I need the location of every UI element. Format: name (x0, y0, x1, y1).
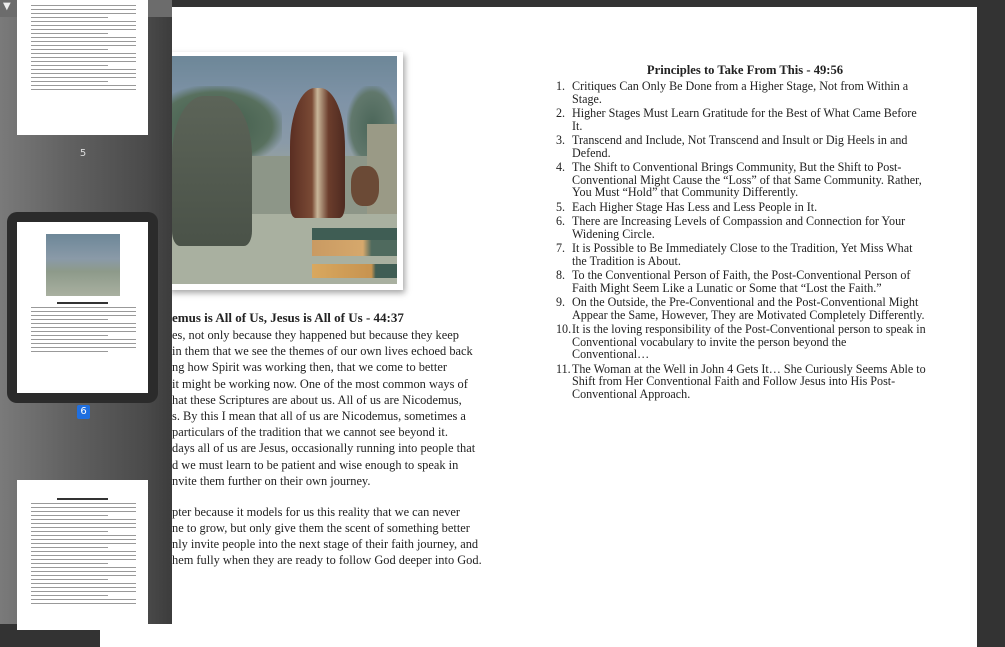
thumbnail-text-line (31, 575, 136, 577)
thumbnail-text-line (31, 347, 136, 349)
thumbnail-heading-line (57, 498, 108, 500)
principle-item (556, 161, 926, 199)
thumbnail-text-line (31, 25, 136, 27)
item-number: 5. (556, 199, 566, 214)
thumbnail-text-line (31, 507, 136, 509)
thumbnail-text-line (31, 559, 136, 561)
thumbnail-text-line (31, 591, 136, 593)
text-line: es, not only because they happened but because they keep (172, 328, 459, 342)
item-number: 10. (556, 322, 572, 336)
principle-item (556, 323, 926, 361)
item-number: 2. (556, 106, 566, 120)
painting-image (168, 52, 403, 290)
thumbnail-text-line (31, 61, 136, 63)
page-thumbnail-5[interactable] (17, 0, 148, 135)
thumbnail-text-line (31, 33, 108, 35)
thumbnail-text-line (31, 81, 108, 83)
thumbnail-text-line (31, 331, 136, 333)
item-text: Higher Stages Must Learn Gratitude for the Best of What Came Before It. (572, 106, 917, 133)
item-text: The Shift to Conventional Brings Community, But the Shift to Post-Conventional Might Cause the “Loss” of that Same Community. Rather, You Must “Hold” that Community Differently. (572, 160, 922, 200)
thumbnail-text-line (31, 503, 136, 505)
principles-list (556, 80, 926, 401)
text-line: nvite them further on their own journey. (172, 473, 371, 488)
item-text: There are Increasing Levels of Compassion and Connection for Your Widening Circle. (572, 214, 906, 241)
item-text: Each Higher Stage Has Less and Less People in It. (572, 199, 818, 214)
item-number: 1. (556, 79, 566, 93)
item-number: 7. (556, 241, 566, 255)
text-line: pter because it models for us this reality that we can never (172, 504, 460, 519)
text-line: hat these Scriptures are about us. All of us are Nicodemus, (172, 392, 462, 407)
principle-item (556, 242, 926, 267)
thumbnail-text-line (31, 29, 136, 31)
principle-item (556, 269, 926, 294)
thumbnail-text-line (31, 57, 136, 59)
principle-item (556, 107, 926, 132)
principle-item (556, 215, 926, 240)
thumbnail-text-line (31, 567, 136, 569)
paragraph-2 (172, 504, 482, 569)
thumbnail-text-line (31, 315, 136, 317)
thumbnail-text-line (31, 323, 136, 325)
thumbnail-text-line (31, 547, 108, 549)
thumbnail-text-line (31, 89, 136, 91)
thumbnail-text-line (31, 595, 108, 597)
item-text: The Woman at the Well in John 4 Gets It… She Curiously Seems Able to Shift from Her Conventional Faith and Follow Jesus into His Post-Conventional Approach. (572, 361, 926, 402)
principle-item (556, 134, 926, 159)
thumbnail-text-line (31, 53, 136, 55)
thumbnail-text-line (31, 335, 108, 337)
thumbnail-text-line (31, 583, 136, 585)
thumbnail-text-line (31, 519, 136, 521)
thumbnail-text-line (31, 343, 136, 345)
thumbnail-text-line (31, 45, 136, 47)
thumbnail-image (46, 234, 120, 296)
thumbnail-text-line (31, 339, 136, 341)
principle-item (556, 363, 926, 401)
item-text: On the Outside, the Pre-Conventional and the Post-Conventional Might Appear the Same, However, They are Motivated Completely Differently. (572, 295, 925, 322)
thumbnail-text-line (31, 351, 108, 353)
item-number: 6. (556, 214, 566, 228)
thumbnail-text-line (31, 319, 108, 321)
item-text: Transcend and Include, Not Transcend and Insult or Dig Heels in and Defend. (572, 133, 908, 160)
thumbnail-text-line (31, 69, 136, 71)
item-number: 11. (556, 361, 571, 376)
thumbnail-text-line (31, 539, 136, 541)
thumbnail-text-line (31, 563, 108, 565)
thumbnail-text-line (31, 599, 136, 601)
text-line: particulars of the tradition that we cannot see beyond it. (172, 425, 448, 440)
thumbnail-text-line (31, 543, 136, 545)
principles-heading: Principles to Take From This - 49:56 (646, 63, 844, 77)
thumbnail-text-line (31, 515, 108, 517)
page-number-badge: 6 (77, 405, 90, 419)
text-line: hem fully when they are ready to follow God deeper into God. (172, 553, 482, 568)
item-text: It is the loving responsibility of the Post-Conventional person to speak in Conventional vocabulary to invite the person beyond the Conventional… (572, 322, 926, 362)
thumbnail-text-line (31, 579, 108, 581)
thumbnail-text-line (31, 551, 136, 553)
text-line: ng how Spirit was working then, that we come to better (172, 360, 447, 375)
item-number: 3. (556, 133, 566, 147)
thumbnail-text-line (31, 49, 108, 51)
text-line: d we must learn to be patient and wise enough to speak in (172, 457, 459, 472)
principles-section (556, 63, 926, 402)
thumbnail-sidebar[interactable] (0, 0, 172, 624)
page-number-label: 5 (79, 148, 87, 159)
paragraph-1 (172, 327, 476, 489)
text-line: in them that we see the themes of our own lives echoed back (172, 344, 473, 359)
thumbnail-text-line (31, 535, 136, 537)
thumbnail-text-line (31, 307, 136, 309)
principle-item (556, 80, 926, 105)
thumbnail-text-line (31, 17, 108, 19)
page-thumbnail-6[interactable] (17, 222, 148, 393)
left-column-text (172, 310, 482, 569)
item-number: 4. (556, 160, 566, 174)
item-number: 8. (556, 268, 566, 282)
thumbnail-text-line (31, 511, 136, 513)
thumbnail-heading-line (57, 302, 108, 304)
text-line: ne to grow, but only give them the scent of something better (172, 521, 470, 536)
text-line: s. By this I mean that all of us are Nicodemus, sometimes a (172, 408, 466, 423)
item-text: To the Conventional Person of Faith, the Post-Conventional Person of Faith Might Seem Like a Lunatic or Some that “Lost the Faith.” (572, 268, 911, 295)
thumbnail-text-line (31, 77, 136, 79)
thumbnail-text-line (31, 555, 136, 557)
thumbnail-text-line (31, 41, 136, 43)
item-text: Critiques Can Only Be Done from a Higher Stage, Not from Within a Stage. (572, 79, 909, 106)
thumbnail-text-line (31, 603, 136, 605)
thumbnail-text-line (31, 13, 136, 15)
principle-item (556, 201, 926, 214)
thumbnail-text-line (31, 587, 136, 589)
section-heading: emus is All of Us, Jesus is All of Us - 44:37 (172, 310, 404, 325)
thumbnail-text-line (31, 85, 136, 87)
page-thumbnail-7[interactable] (17, 480, 148, 630)
thumbnail-text-line (31, 65, 108, 67)
thumbnail-text-line (31, 327, 136, 329)
text-line: it might be working now. One of the most common ways of (172, 376, 468, 391)
thumbnail-text-line (31, 21, 136, 23)
text-line: days all of us are Jesus, occasionally running into people that (172, 441, 476, 456)
triangle-down-icon[interactable]: ▼ (3, 1, 11, 12)
text-line: nly invite people into the next stage of their faith journey, and (172, 537, 479, 552)
thumbnail-text-line (31, 531, 108, 533)
item-number: 9. (556, 295, 566, 309)
thumbnail-text-line (31, 527, 136, 529)
thumbnail-text-line (31, 571, 136, 573)
thumbnail-text-line (31, 311, 136, 313)
thumbnail-text-line (31, 523, 136, 525)
principle-item (556, 296, 926, 321)
item-text: It is Possible to Be Immediately Close to the Tradition, Yet Miss What the Tradition is About. (572, 241, 913, 268)
thumbnail-text-line (31, 9, 136, 11)
thumbnail-text-line (31, 73, 136, 75)
thumbnail-text-line (31, 5, 136, 7)
thumbnail-text-line (31, 37, 136, 39)
